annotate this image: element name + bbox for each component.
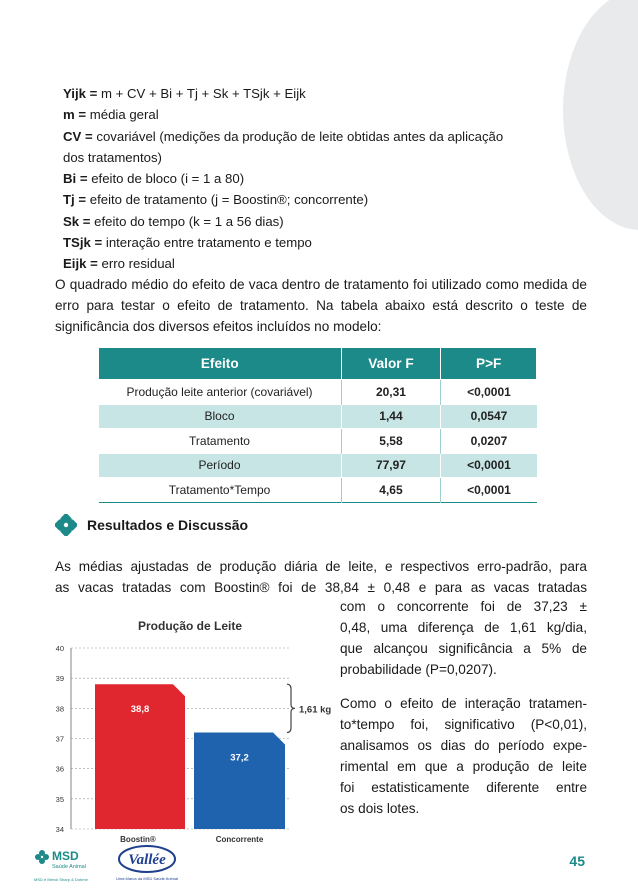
text-line: rimental em que a produção de leite [340,759,587,774]
paragraph-intro: O quadrado médio do efeito de vaca dentro de tratamento foi utilizado como medida de erro para testar o efeito de tratamento. Na tabela abaixo está descrito o teste de significância dos diversos efeitos incluídos no modelo: [55,277,587,334]
model-text: dos tratamentos) [63,149,162,165]
model-line [63,168,583,189]
text-line: As médias ajustadas de produção diária de leite, e respectivos erro-padrão, para [55,559,587,574]
model-text: m + CV + Bi + Tj + Sk + TSjk + Eijk [97,86,306,101]
model-line [63,189,583,210]
bar-value-label: 37,2 [230,752,249,764]
x-category-label: Concorrente [215,835,264,844]
cell-p: 0,0207 [441,429,537,454]
model-text: efeito de tratamento (j = Boostin®; concorrente) [86,192,369,208]
header-valor-f: Valor F [341,348,441,380]
cell-p: <0,0001 [441,380,537,405]
text-line: com o concorrente foi de 37,23 ± [340,599,587,614]
model-line [63,211,583,232]
paragraph-side-2 [340,693,587,819]
text-line: foi estatisticamente diferente entre [340,780,587,795]
vallee-logo [115,843,185,883]
bar-concorrente [194,732,285,829]
text-line: to*tempo foi, significativo (P<0,01), [340,717,587,732]
page-number: 45 [569,853,585,869]
cell-valor-f: 1,44 [341,404,441,429]
model-line [63,83,583,104]
model-term: Eijk = [63,256,98,272]
table-row [99,453,537,478]
paragraph-results [55,556,587,598]
msd-logo [34,843,104,883]
model-text: efeito de bloco (i = 1 a 80) [87,171,245,187]
model-term: Tj = [63,192,87,208]
y-tick-label: 37 [55,734,64,744]
model-term: CV = [63,128,93,144]
cell-efeito: Tratamento [99,429,342,454]
cell-valor-f: 77,97 [341,453,441,478]
bar-value-label: 38,8 [130,704,150,716]
model-term: Yijk = [63,86,98,101]
paragraph-side-1 [340,596,587,680]
model-line [63,104,583,125]
model-text: interação entre tratamento e tempo [102,235,312,251]
cell-p: <0,0001 [441,478,537,503]
y-tick-label: 38 [55,704,64,714]
table-header-row [99,348,537,380]
section-title: Resultados e Discussão [87,517,249,533]
y-tick-label: 40 [55,644,64,653]
svg-text:Uma Marca da MSD Saúde Animal: Uma Marca da MSD Saúde Animal [115,876,179,881]
table-row [99,478,537,503]
model-line [63,126,583,147]
model-line [63,253,583,274]
cell-efeito: Bloco [99,404,342,429]
chart-title: Produção de Leite [137,619,243,633]
difference-annotation: 1,61 kg [299,704,332,716]
y-tick-label: 36 [55,764,64,774]
model-line [63,232,583,253]
model-text: covariável (medições da produção de leite obtidas antes da aplicação [92,128,504,144]
cell-efeito: Tratamento*Tempo [99,478,342,503]
cell-efeito: Produção leite anterior (covariável) [99,380,342,405]
text-line: que alcançou significância a 5% de [340,641,587,656]
svg-text:MSD é Merck Sharp & Dohme: MSD é Merck Sharp & Dohme [34,877,88,882]
significance-table [98,347,537,503]
svg-text:MSD: MSD [52,849,79,863]
model-definition [63,83,583,275]
table-row [99,404,537,429]
model-term: TSjk = [63,235,103,251]
text-line: analisamos os dias do período expe- [340,738,587,753]
model-text: erro residual [97,256,175,272]
model-term: Sk = [63,213,91,229]
model-text: efeito do tempo (k = 1 a 56 dias) [90,213,284,229]
section-heading [55,513,248,537]
cell-p: 0,0547 [441,404,537,429]
model-term: m = [63,107,87,123]
text-line: Como o efeito de interação tratamen- [340,696,587,711]
table-row [99,380,537,405]
milk-production-chart [45,612,340,847]
text-line: os dois lotes. [340,801,420,816]
y-tick-label: 39 [55,674,64,684]
y-tick-label: 34 [55,825,64,834]
svg-text:Vallée: Vallée [128,852,166,868]
cell-efeito: Período [99,453,342,478]
header-efeito: Efeito [99,348,342,380]
text-line: probabilidade (P=0,0207). [340,662,497,677]
cell-valor-f: 5,58 [341,429,441,454]
text-line: as vacas tratadas com Boostin® foi de 38,84 ± 0,48 e para as vacas tratadas [55,580,587,595]
cell-valor-f: 4,65 [341,478,441,503]
table-row [99,429,537,454]
cell-valor-f: 20,31 [341,380,441,405]
x-category-label: Boostin® [120,835,156,844]
cell-p: <0,0001 [441,453,537,478]
header-p: P>F [441,348,537,380]
y-tick-label: 35 [55,794,64,804]
model-term: Bi = [63,171,88,187]
svg-text:Saúde Animal: Saúde Animal [52,864,86,870]
clover-icon [55,514,77,536]
model-line [63,147,583,168]
model-text: média geral [86,107,159,123]
text-line: 0,48, uma diferença de 1,61 kg/dia, [340,620,587,635]
